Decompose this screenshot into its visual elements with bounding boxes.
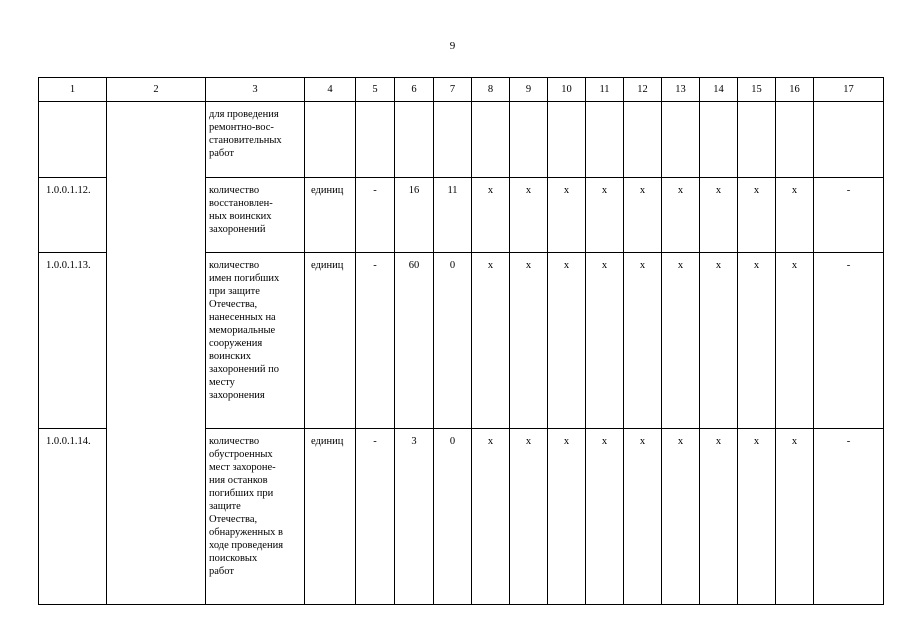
header-cell: 10 <box>548 78 586 102</box>
value-cell: x <box>624 429 662 605</box>
description-line: работ <box>209 566 234 577</box>
value-cell: x <box>624 253 662 429</box>
value-cell: x <box>776 253 814 429</box>
value-cell <box>776 102 814 178</box>
value-cell <box>586 102 624 178</box>
header-cell: 7 <box>434 78 472 102</box>
value-cell <box>356 102 395 178</box>
value-cell: x <box>586 178 624 253</box>
header-cell: 13 <box>662 78 700 102</box>
value-cell: x <box>586 429 624 605</box>
value-cell: 60 <box>395 253 434 429</box>
header-cell: 2 <box>107 78 206 102</box>
value-cell: x <box>586 253 624 429</box>
value-cell: x <box>510 178 548 253</box>
value-cell: x <box>662 253 700 429</box>
row-code <box>39 102 107 178</box>
description-line: ремонтно-вос- <box>209 122 274 133</box>
value-cell: x <box>472 253 510 429</box>
description-line: Отечества, <box>209 299 258 310</box>
description-line: для проведения <box>209 109 279 120</box>
page-number: 9 <box>449 40 456 52</box>
description-line: воинских <box>209 351 252 362</box>
description-line: при защите <box>209 286 260 297</box>
row-description <box>206 102 305 178</box>
header-cell: 1 <box>39 78 107 102</box>
header-cell: 9 <box>510 78 548 102</box>
header-cell: 3 <box>206 78 305 102</box>
description-line: ния останков <box>209 475 268 486</box>
value-cell <box>700 102 738 178</box>
value-cell: 3 <box>395 429 434 605</box>
header-cell: 5 <box>356 78 395 102</box>
header-cell: 14 <box>700 78 738 102</box>
value-cell: x <box>624 178 662 253</box>
value-cell: x <box>548 429 586 605</box>
description-line: мест захороне- <box>209 462 276 473</box>
description-line: захоронений <box>209 224 266 235</box>
description-line: количество <box>209 260 260 271</box>
description-line: защите <box>209 501 241 512</box>
header-cell: 16 <box>776 78 814 102</box>
value-cell <box>395 102 434 178</box>
table-row <box>39 102 884 178</box>
row-unit: единиц <box>305 178 356 253</box>
value-cell: x <box>510 429 548 605</box>
value-cell <box>624 102 662 178</box>
description-line: восстановлен- <box>209 198 273 209</box>
value-cell: - <box>814 253 884 429</box>
value-cell: - <box>356 253 395 429</box>
value-cell: x <box>738 178 776 253</box>
value-cell: x <box>738 253 776 429</box>
value-cell <box>434 102 472 178</box>
value-cell: 0 <box>434 253 472 429</box>
value-cell: x <box>776 178 814 253</box>
description-line: имен погибших <box>209 273 280 284</box>
row-description <box>206 253 305 429</box>
row-unit: единиц <box>305 429 356 605</box>
description-line: месту <box>209 377 235 388</box>
row-unit: единиц <box>305 253 356 429</box>
description-line: захоронений по <box>209 364 280 375</box>
value-cell: x <box>472 429 510 605</box>
value-cell: 16 <box>395 178 434 253</box>
header-cell: 12 <box>624 78 662 102</box>
description-line: обнаруженных в <box>209 527 283 538</box>
description-line: ных воинских <box>209 211 272 222</box>
row-code: 1.0.0.1.13. <box>39 253 107 429</box>
description-line: мемориальные <box>209 325 276 336</box>
value-cell: x <box>662 178 700 253</box>
value-cell: 0 <box>434 429 472 605</box>
value-cell: 11 <box>434 178 472 253</box>
description-line: работ <box>209 148 234 159</box>
header-row <box>39 78 884 102</box>
row-unit <box>305 102 356 178</box>
value-cell: x <box>700 178 738 253</box>
header-cell: 4 <box>305 78 356 102</box>
value-cell: - <box>814 178 884 253</box>
description-line: количество <box>209 185 260 196</box>
value-cell: x <box>700 253 738 429</box>
value-cell: - <box>356 429 395 605</box>
value-cell: - <box>814 429 884 605</box>
header-cell: 8 <box>472 78 510 102</box>
value-cell <box>814 102 884 178</box>
value-cell: x <box>510 253 548 429</box>
value-cell <box>472 102 510 178</box>
description-line: Отечества, <box>209 514 258 525</box>
description-line: нанесенных на <box>209 312 276 323</box>
description-line: сооружения <box>209 338 263 349</box>
value-cell: x <box>738 429 776 605</box>
header-cell: 6 <box>395 78 434 102</box>
value-cell <box>662 102 700 178</box>
header-cell: 15 <box>738 78 776 102</box>
value-cell: - <box>356 178 395 253</box>
value-cell <box>510 102 548 178</box>
value-cell: x <box>776 429 814 605</box>
description-line: захоронения <box>209 390 265 401</box>
description-line: поисковых <box>209 553 258 564</box>
row-description <box>206 178 305 253</box>
header-cell: 17 <box>814 78 884 102</box>
description-line: ходе проведения <box>209 540 284 551</box>
description-line: количество <box>209 436 260 447</box>
value-cell <box>738 102 776 178</box>
group-cell <box>107 102 206 605</box>
row-code: 1.0.0.1.14. <box>39 429 107 605</box>
value-cell: x <box>548 253 586 429</box>
row-code: 1.0.0.1.12. <box>39 178 107 253</box>
description-line: обустроенных <box>209 449 273 460</box>
description-line: погибших при <box>209 488 274 499</box>
header-cell: 11 <box>586 78 624 102</box>
data-table <box>38 77 884 605</box>
value-cell: x <box>700 429 738 605</box>
row-description <box>206 429 305 605</box>
value-cell <box>548 102 586 178</box>
value-cell: x <box>472 178 510 253</box>
description-line: становительных <box>209 135 282 146</box>
value-cell: x <box>662 429 700 605</box>
value-cell: x <box>548 178 586 253</box>
